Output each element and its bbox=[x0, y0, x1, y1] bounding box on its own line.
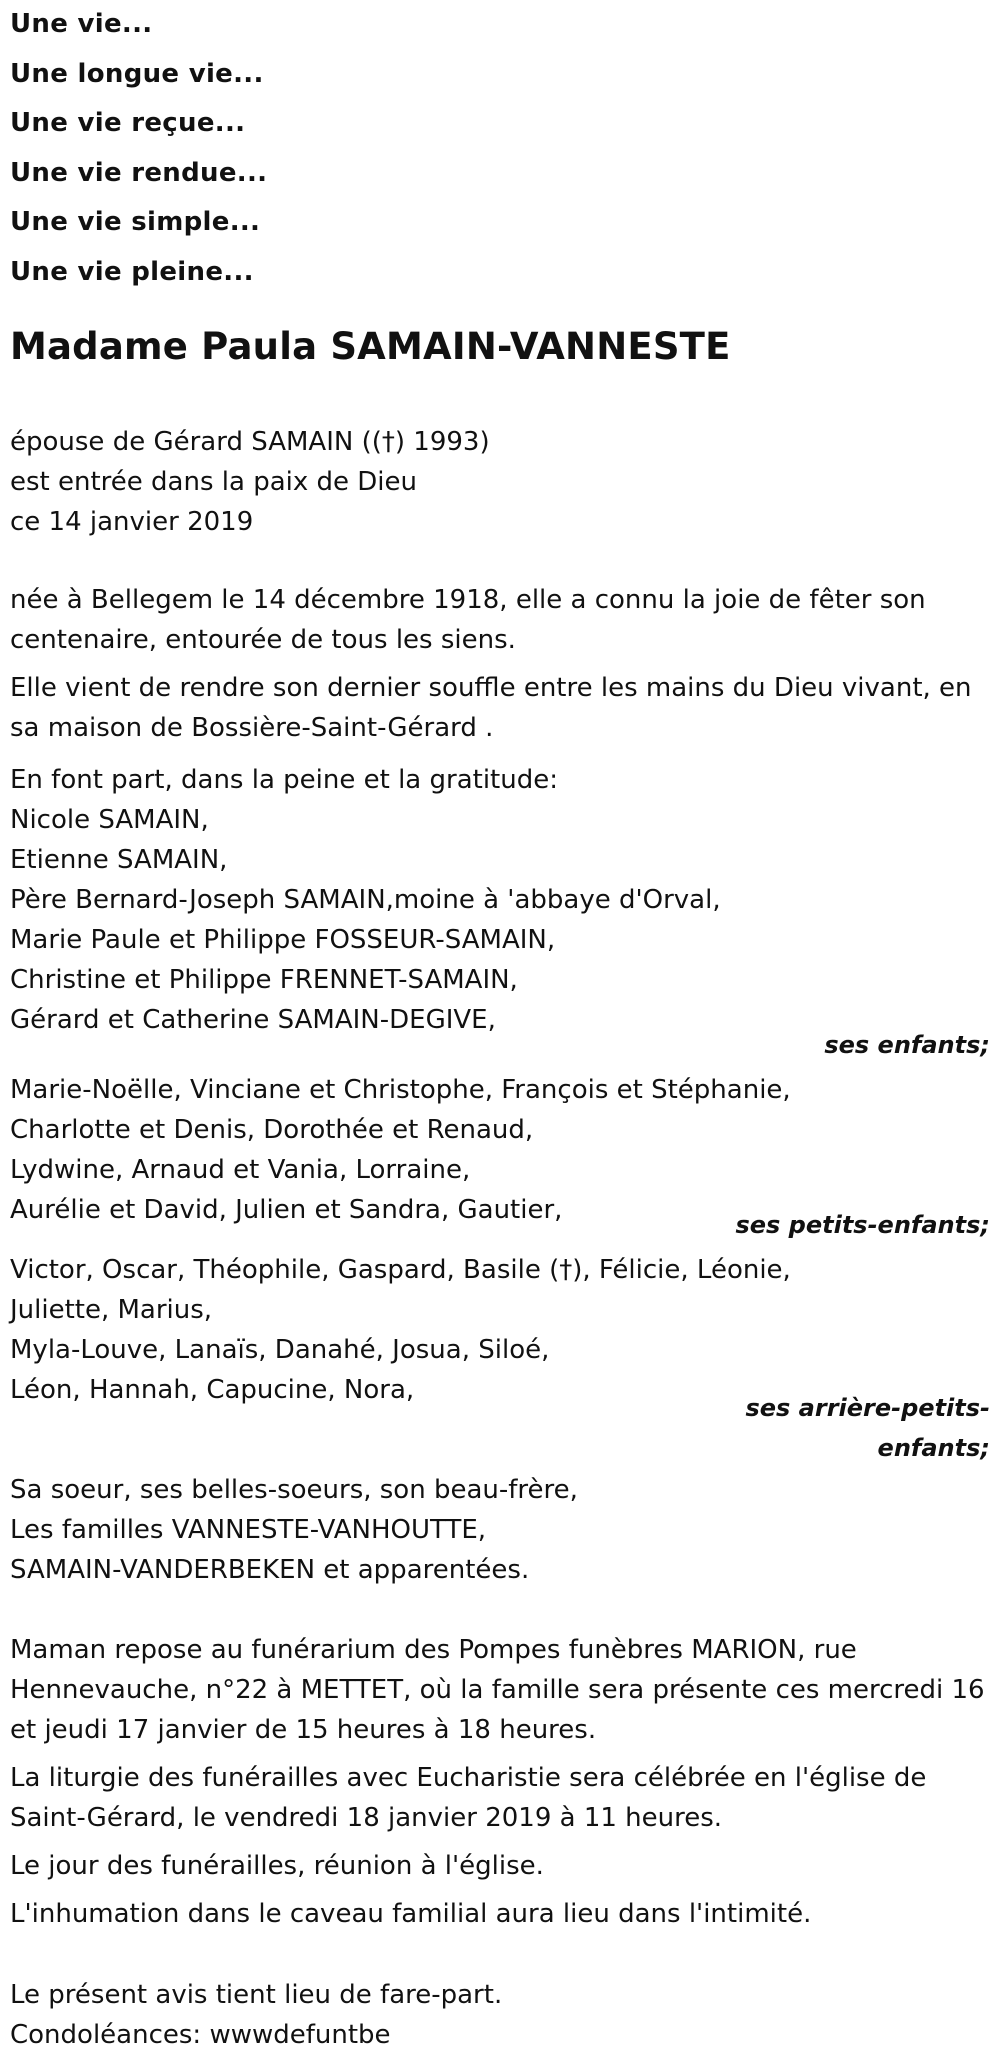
bio-line: sa maison de Bossière-Saint-Gérard . bbox=[10, 713, 494, 743]
refrain-line: Une vie... bbox=[10, 9, 153, 39]
relative-entry: SAMAIN-VANDERBEKEN et apparentées. bbox=[10, 1555, 530, 1585]
funeral-arrangements bbox=[10, 1630, 995, 1934]
grandchild-entry: Marie-Noëlle, Vinciane et Christophe, François et Stéphanie, bbox=[10, 1075, 791, 1105]
announcement-line: ce 14 janvier 2019 bbox=[10, 507, 254, 537]
great-grandchildren-section bbox=[10, 1250, 995, 1410]
grandchild-entry: Charlotte et Denis, Dorothée et Renaud, bbox=[10, 1115, 534, 1145]
refrain-line: Une vie pleine... bbox=[10, 256, 254, 287]
grandchild-entry: Aurélie et David, Julien et Sandra, Gautier, bbox=[10, 1195, 563, 1225]
refrain-line: Une vie reçue... bbox=[10, 108, 246, 139]
announcement-line: est entrée dans la paix de Dieu bbox=[10, 467, 417, 497]
children-role-block bbox=[10, 1025, 995, 1065]
arrangement-line: Le jour des funérailles, réunion à l'église. bbox=[10, 1851, 544, 1881]
great-grandchildren-role-label: enfants; bbox=[877, 1434, 990, 1462]
bio-line: Elle vient de rendre son dernier souffle entre les mains du Dieu vivant, en bbox=[10, 673, 972, 703]
closing-line: Condoléances: wwwdefuntbe bbox=[10, 2020, 391, 2050]
arrangement-line: et jeudi 17 janvier de 15 heures à 18 heures. bbox=[10, 1715, 597, 1745]
deceased-name: Madame Paula SAMAIN-VANNESTE bbox=[10, 325, 731, 368]
arrangement-line: L'inhumation dans le caveau familial aura lieu dans l'intimité. bbox=[10, 1899, 812, 1929]
refrain-line: Une longue vie... bbox=[10, 58, 264, 89]
refrain-line: Une vie simple... bbox=[10, 207, 261, 238]
great-grandchild-entry: Léon, Hannah, Capucine, Nora, bbox=[10, 1375, 415, 1405]
closing-notice bbox=[10, 1975, 995, 2055]
intro-refrain bbox=[10, 0, 990, 298]
great-grandchildren-role-block bbox=[10, 1388, 995, 1468]
arrangement-line: Maman repose au funérarium des Pompes funèbres MARION, rue bbox=[10, 1635, 857, 1665]
child-entry: Père Bernard-Joseph SAMAIN,moine à 'abbaye d'Orval, bbox=[10, 885, 721, 915]
arrangement-line: Hennevauche, n°22 à METTET, où la famille sera présente ces mercredi 16 bbox=[10, 1675, 985, 1705]
great-grandchild-entry: Victor, Oscar, Théophile, Gaspard, Basile (†), Félicie, Léonie, bbox=[10, 1255, 791, 1285]
family-section bbox=[10, 760, 995, 1035]
other-relatives bbox=[10, 1470, 995, 1590]
announcement bbox=[10, 422, 995, 542]
arrangement-line: Saint-Gérard, le vendredi 18 janvier 2019 à 11 heures. bbox=[10, 1803, 723, 1833]
arrangement-line: La liturgie des funérailles avec Eucharistie sera célébrée en l'église de bbox=[10, 1763, 927, 1793]
grandchild-entry: Lydwine, Arnaud et Vania, Lorraine, bbox=[10, 1155, 471, 1185]
child-entry: Nicole SAMAIN, bbox=[10, 805, 209, 835]
grandchildren-role-block bbox=[10, 1205, 995, 1245]
great-grandchild-entry: Juliette, Marius, bbox=[10, 1295, 213, 1325]
biography bbox=[10, 580, 995, 748]
bio-line: centenaire, entourée de tous les siens. bbox=[10, 625, 516, 655]
relative-entry: Les familles VANNESTE-VANHOUTTE, bbox=[10, 1515, 487, 1545]
great-grandchild-entry: Myla-Louve, Lanaïs, Danahé, Josua, Siloé, bbox=[10, 1335, 550, 1365]
children-role-label: ses enfants; bbox=[824, 1031, 990, 1059]
announcement-line: épouse de Gérard SAMAIN ((†) 1993) bbox=[10, 427, 490, 457]
family-intro: En font part, dans la peine et la gratitude: bbox=[10, 765, 558, 795]
child-entry: Marie Paule et Philippe FOSSEUR-SAMAIN, bbox=[10, 925, 556, 955]
child-entry: Gérard et Catherine SAMAIN-DEGIVE, bbox=[10, 1005, 496, 1035]
child-entry: Etienne SAMAIN, bbox=[10, 845, 228, 875]
closing-line: Le présent avis tient lieu de fare-part. bbox=[10, 1980, 503, 2010]
grandchildren-role-label: ses petits-enfants; bbox=[735, 1211, 990, 1239]
refrain-line: Une vie rendue... bbox=[10, 157, 268, 188]
child-entry: Christine et Philippe FRENNET-SAMAIN, bbox=[10, 965, 518, 995]
relative-entry: Sa soeur, ses belles-soeurs, son beau-frère, bbox=[10, 1475, 578, 1505]
bio-line: née à Bellegem le 14 décembre 1918, elle a connu la joie de fêter son bbox=[10, 585, 926, 615]
great-grandchildren-role-label: ses arrière-petits- bbox=[745, 1394, 990, 1422]
